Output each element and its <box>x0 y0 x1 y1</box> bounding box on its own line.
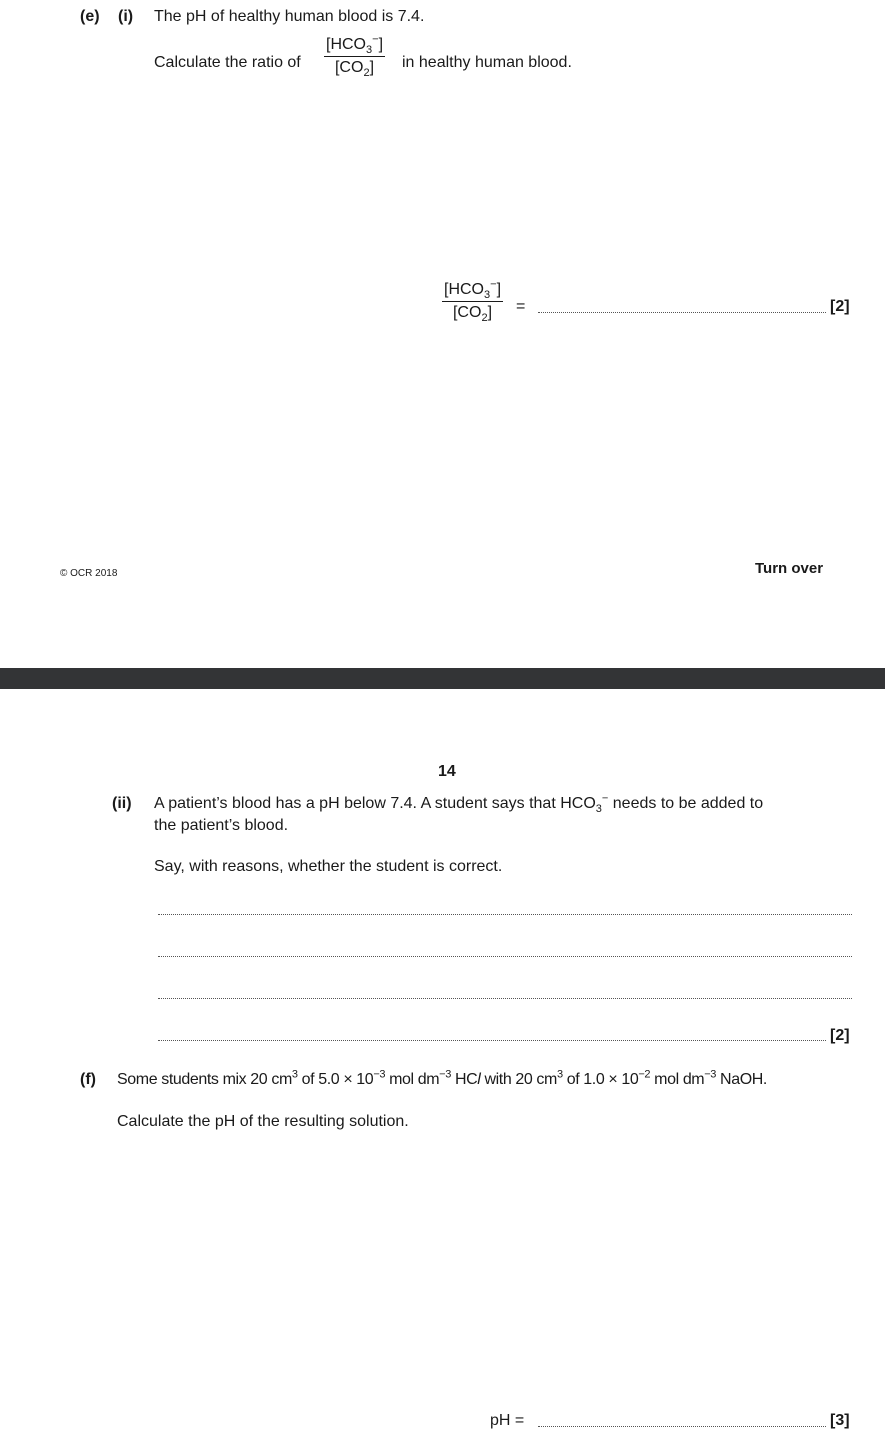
page-number: 14 <box>438 763 456 780</box>
answer-line[interactable] <box>158 998 852 999</box>
page-divider <box>0 668 885 689</box>
marks-label: [2] <box>830 298 850 315</box>
answer-line[interactable] <box>538 1426 826 1427</box>
question-instruction: Calculate the pH of the resulting solution. <box>117 1113 409 1130</box>
ph-answer-label: pH = <box>490 1412 525 1429</box>
fraction-denominator: $[CO_2]$ <box>452 304 493 325</box>
answer-line[interactable] <box>158 914 852 915</box>
equals-sign: = <box>516 298 526 315</box>
copyright: © OCR 2018 <box>60 568 118 579</box>
question-text-line: Some students mix 20 $cm^3$ of $5.0 \times 10^{-3}$ mol $dm^{-3}$ HCl with 20 $cm^3$ of $1.0 \times 10^{-2}$ mol $dm^{-3}$ NaOH. <box>117 1068 767 1088</box>
calc-instruction-prefix: Calculate the ratio of <box>154 54 301 71</box>
fraction-numerator: $[HCO_3^-]$ <box>326 33 384 57</box>
subpart-label: (ii) <box>112 795 132 812</box>
calc-instruction-suffix: in healthy human blood. <box>402 54 572 71</box>
question-part-label: (e) <box>80 8 100 25</box>
ratio-fraction <box>324 33 385 80</box>
answer-ratio-fraction <box>442 278 503 325</box>
ph-statement: The pH of healthy human blood is 7.4. <box>154 8 425 25</box>
answer-line[interactable] <box>538 312 826 313</box>
marks-label: [3] <box>830 1412 850 1429</box>
marks-label: [2] <box>830 1027 850 1044</box>
fraction-numerator: $[HCO_3^-]$ <box>444 278 502 302</box>
fraction-denominator: $[CO_2]$ <box>334 59 375 80</box>
subpart-label: (i) <box>118 8 134 25</box>
answer-line[interactable] <box>158 956 852 957</box>
turn-over: Turn over <box>755 560 824 577</box>
question-instruction: Say, with reasons, whether the student is correct. <box>154 858 503 875</box>
question-text-line: A patient’s blood has a pH below 7.4. A student says that $HCO_3^-$ needs to be added to <box>154 792 764 816</box>
question-text-line: the patient’s blood. <box>154 817 289 834</box>
answer-line[interactable] <box>158 1040 826 1041</box>
question-part-label: (f) <box>80 1071 96 1088</box>
